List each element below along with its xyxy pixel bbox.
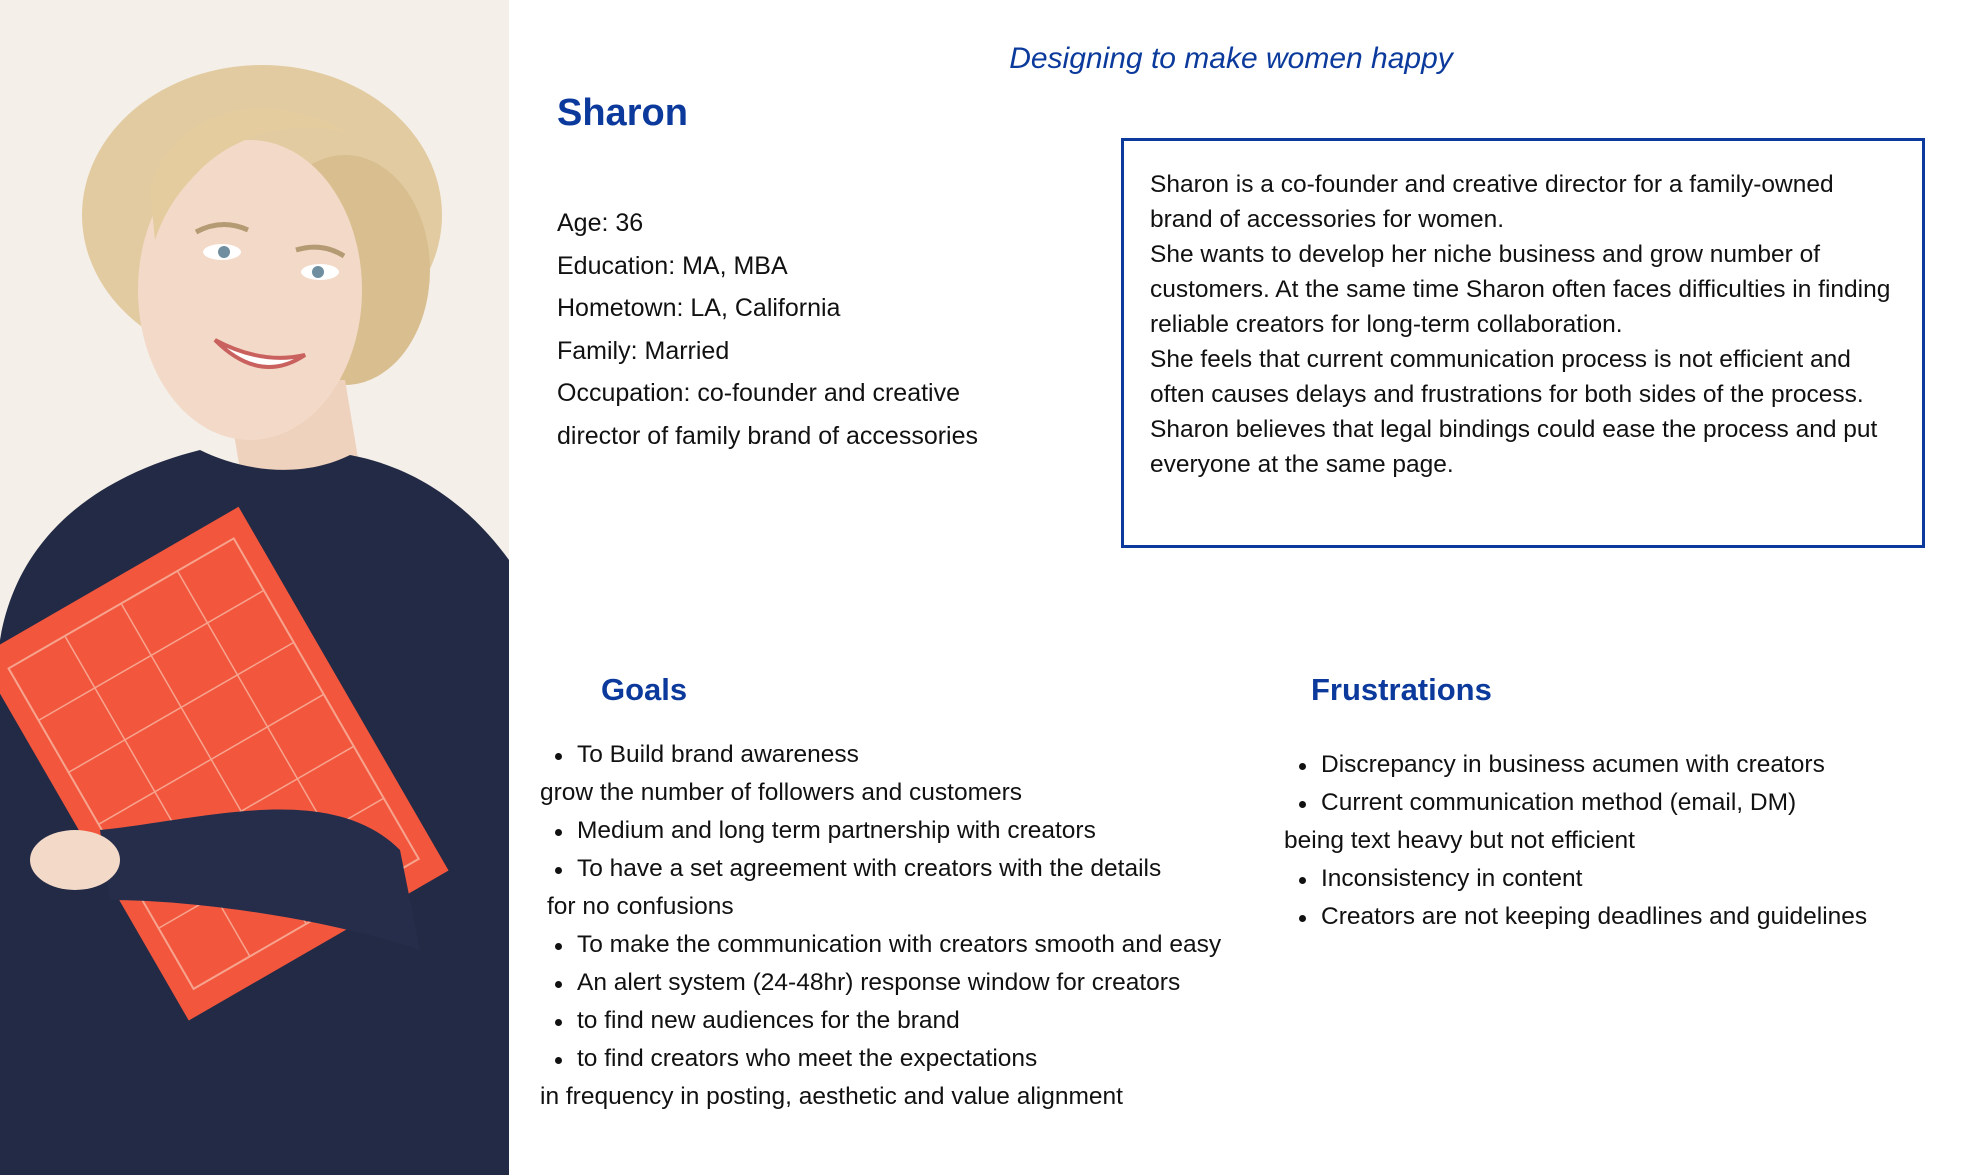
list-item-continued: for no confusions [547, 893, 734, 920]
occupation-fact: Occupation: co-founder and creative [557, 379, 961, 407]
goals-heading: Goals [601, 672, 688, 707]
list-item: Inconsistency in content [1284, 860, 1867, 898]
education-fact: Education: MA, MBA [557, 251, 788, 280]
list-item: To have a set agreement with creators with the details [540, 850, 1221, 888]
goals-list [540, 736, 1221, 1116]
list-item: to find creators who meet the expectations [540, 1040, 1221, 1078]
frustrations-heading: Frustrations [1311, 672, 1492, 707]
bio-text: Sharon is a co-founder and creative director for a family-owned brand of accessories for women. She wants to develop her niche business and grow number of customers. At the same time Sharon often faces difficulties in finding reliable creators for long-term collaboration. She feels that current communication process is not efficient and often causes delays and frustrations for both sides of the process. Sharon believes that legal bindings could ease the process and put everyone at the same page. [1150, 171, 1891, 478]
list-item: Medium and long term partnership with creators [540, 812, 1221, 850]
list-item: Creators are not keeping deadlines and guidelines [1284, 898, 1867, 936]
list-item: Current communication method (email, DM) [1284, 784, 1867, 822]
frustrations-list [1284, 746, 1867, 936]
family-fact: Family: Married [557, 336, 730, 365]
list-item-continued: being text heavy but not efficient [1284, 827, 1635, 854]
list-item: To Build brand awareness [540, 736, 1221, 774]
persona-photo [0, 0, 509, 1175]
persona-facts [557, 202, 1057, 457]
list-item: To make the communication with creators smooth and easy [540, 926, 1221, 964]
hometown-fact: Hometown: LA, California [557, 294, 841, 322]
age-fact: Age: 36 [557, 209, 644, 237]
list-item: Discrepancy in business acumen with creators [1284, 746, 1867, 784]
occupation-fact-continued: director of family brand of accessories [557, 421, 979, 450]
list-item-continued: in frequency in posting, aesthetic and value alignment [540, 1083, 1123, 1110]
list-item: An alert system (24-48hr) response window for creators [540, 964, 1221, 1002]
list-item: to find new audiences for the brand [540, 1002, 1221, 1040]
list-item-continued: grow the number of followers and customers [540, 779, 1023, 806]
tagline: Designing to make women happy [1009, 42, 1453, 75]
persona-name: Sharon [557, 92, 688, 134]
bio-box [1121, 138, 1925, 548]
